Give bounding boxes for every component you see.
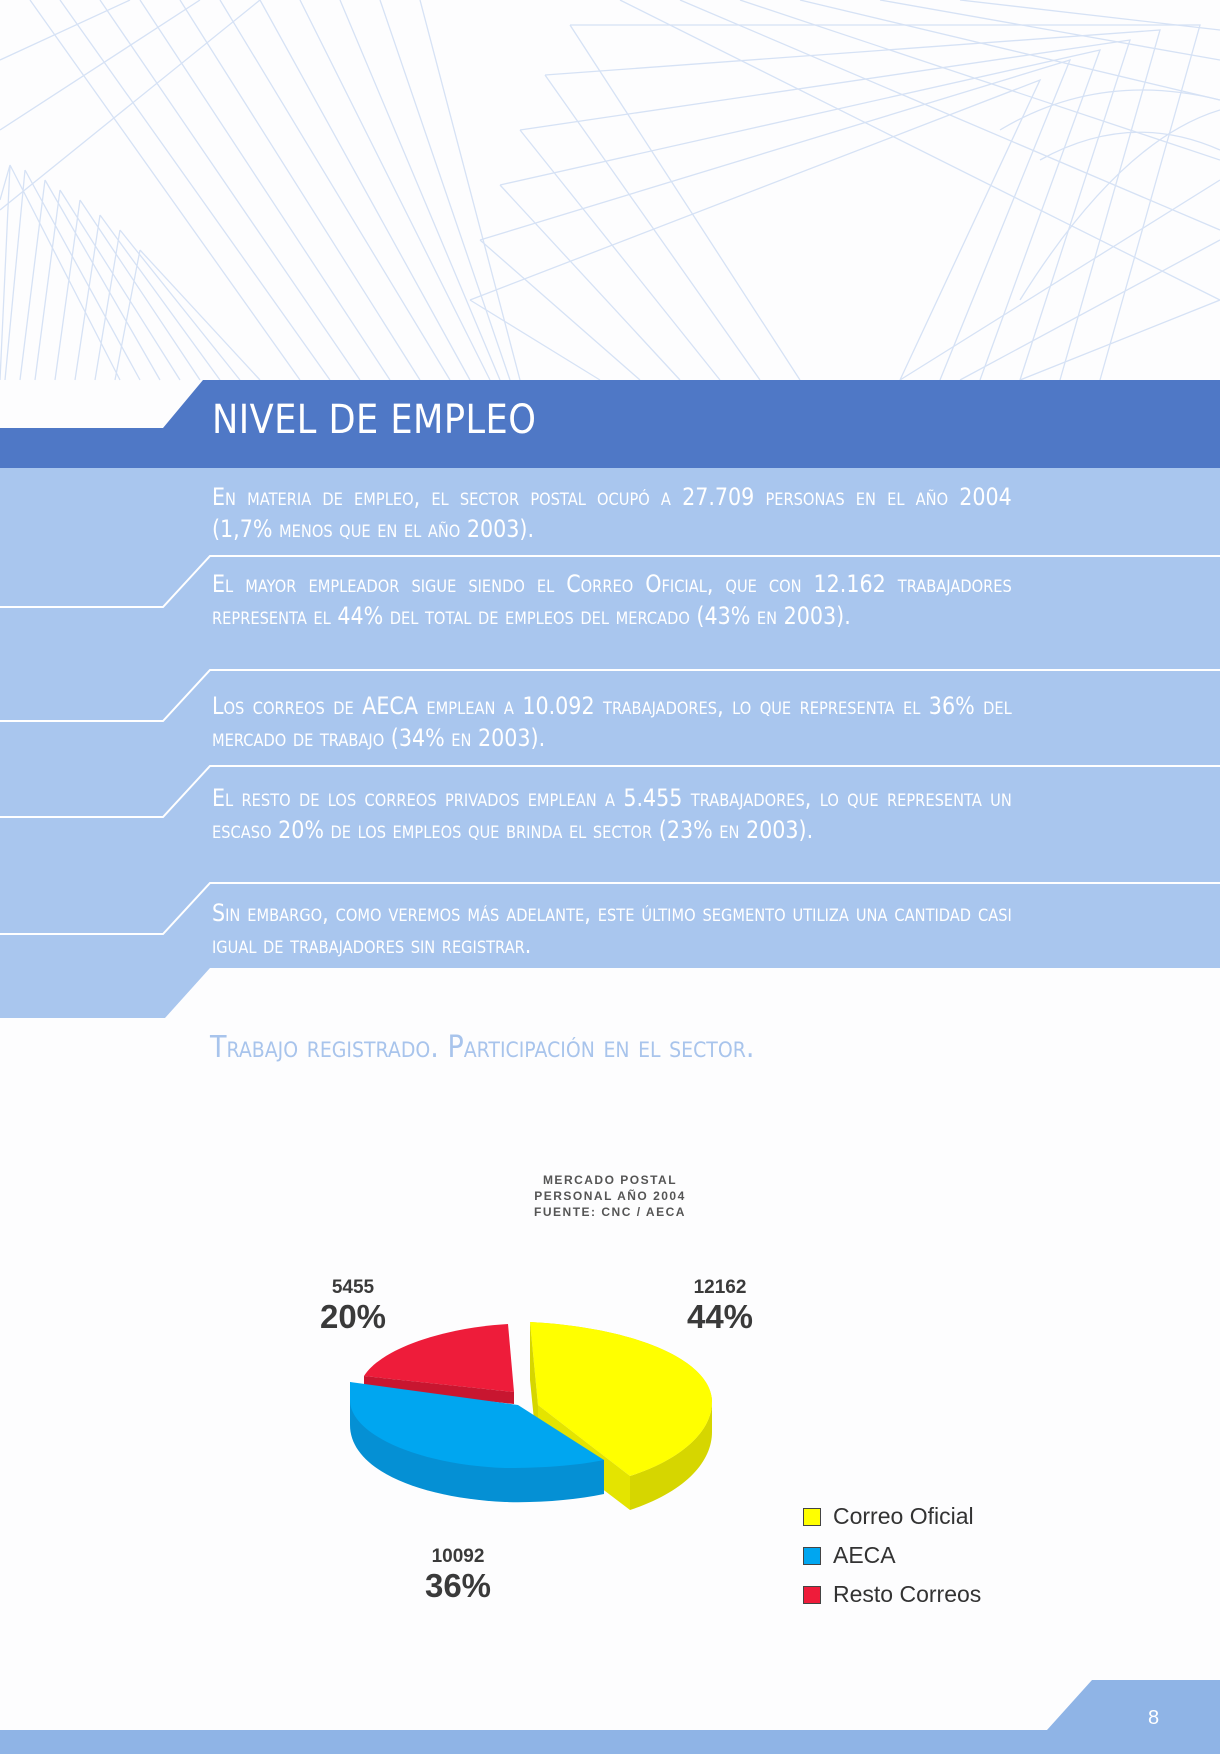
section-subtitle: Trabajo registrado. Participación en el sector. bbox=[210, 1030, 755, 1065]
legend-swatch-blue bbox=[803, 1547, 821, 1565]
paragraph-correo-oficial: El mayor empleador sigue siendo el Correo Oficial, que con 12.162 trabajadores representa el 44% del total de empleos del mercado (43% en 2003). bbox=[212, 570, 1012, 630]
paragraph-resto-correos: El resto de los correos privados emplean a 5.455 trabajadores, lo que representa un escaso 20% de los empleos que brinda el sector (23% en 2003). bbox=[212, 784, 1012, 844]
footer-band bbox=[0, 1680, 1220, 1754]
paragraph-aeca: Los correos de AECA emplean a 10.092 trabajadores, lo que representa el 36% del mercado de trabajo (34% en 2003). bbox=[212, 692, 1012, 752]
label-resto-correos: 5455 20% bbox=[319, 1277, 387, 1335]
legend-item-aeca: AECA bbox=[803, 1536, 981, 1575]
header-band bbox=[0, 380, 1220, 470]
chart-title bbox=[0, 1172, 1220, 1220]
paragraph-intro: En materia de empleo, el sector postal ocupó a 27.709 personas en el año 2004 (1,7% menos que en el año 2003). bbox=[212, 483, 1012, 543]
paragraph-sin-registrar: Sin embargo, como veremos más adelante, este último segmento utiliza una cantidad casi igual de trabajadores sin registrar. bbox=[212, 899, 1012, 959]
page-number: 8 bbox=[1148, 1707, 1160, 1729]
decorative-line-pattern bbox=[0, 0, 1220, 420]
legend-swatch-red bbox=[803, 1586, 821, 1604]
page-title: NIVEL DE EMPLEO bbox=[212, 397, 537, 443]
label-correo-oficial: 12162 44% bbox=[686, 1277, 754, 1335]
chart-title-line-2: PERSONAL AÑO 2004 bbox=[534, 1189, 686, 1203]
legend-item-correo-oficial: Correo Oficial bbox=[803, 1497, 981, 1536]
legend-swatch-yellow bbox=[803, 1508, 821, 1526]
chart-title-line-1: MERCADO POSTAL bbox=[542, 1173, 678, 1187]
pie-chart bbox=[340, 1310, 720, 1520]
label-aeca: 10092 36% bbox=[424, 1546, 492, 1604]
chart-title-line-3: FUENTE: CNC / AECA bbox=[534, 1205, 686, 1219]
chart-legend bbox=[803, 1497, 981, 1614]
legend-item-resto-correos: Resto Correos bbox=[803, 1575, 981, 1614]
